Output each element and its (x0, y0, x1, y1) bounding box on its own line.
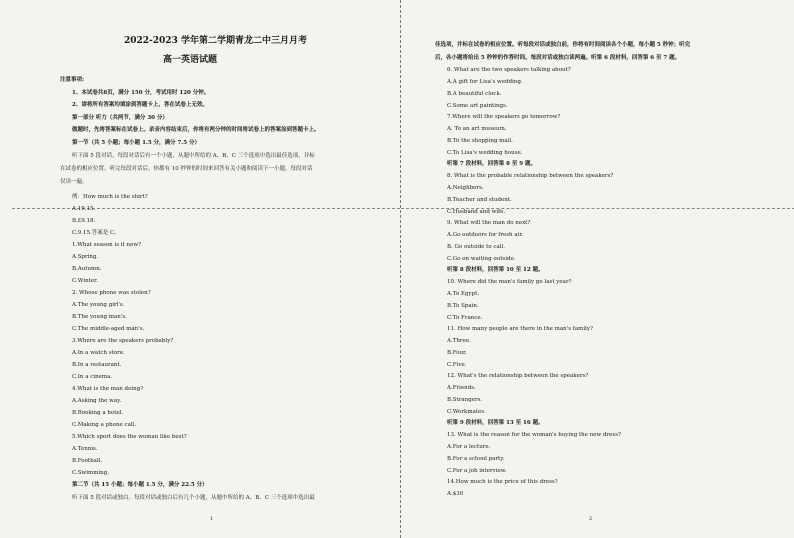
notice-item: 2、请将所有答案均填涂到答题卡上，答在试卷上无效。 (72, 102, 208, 108)
option: A.Tennis. (72, 446, 98, 452)
option: B. Go outside to call. (447, 244, 506, 250)
example-option: B.£9.18. (72, 218, 96, 224)
question: 6. What are the two speakers talking about? (447, 67, 571, 73)
section-intro: 听下面 5 段对话或独白。每段对话或独白后有几个小题，从题中所给的 A、B、C 三个选项中选出最 (72, 495, 315, 501)
option: A.Three. (447, 338, 471, 344)
example-question: 例：How much is the shirt? (72, 194, 148, 200)
option: C.Swimming. (72, 470, 109, 476)
option: C.Making a phone call. (72, 422, 137, 428)
section-intro: 佳选项，并标在试卷的相应位置。听每段对话或独白前，你将有时间阅读各个小题，每小题 5 秒钟；听完 (435, 42, 691, 48)
page-number: 2 (589, 516, 593, 522)
question: 5.Which sport does the woman like best? (72, 434, 187, 440)
option: B.For a school party. (447, 456, 505, 462)
option: B.A beautiful clock. (447, 91, 502, 97)
page-number: 1 (210, 516, 214, 522)
option: C.Some art paintings. (447, 103, 508, 109)
option: A.$30 (447, 491, 464, 497)
option: B.To Spain. (447, 303, 479, 309)
question: 7.Where will the speakers go tomorrow? (447, 114, 561, 120)
section-intro: 在试卷的相应位置。听完每段对话后，你都有 10 秒钟的时间来回答有关小题和阅读下一小题。每段对话 (60, 166, 313, 172)
question: 11. How many people are there in the man's family? (447, 326, 593, 332)
option: A.Asking the way. (72, 398, 122, 404)
option: B.Football. (72, 458, 103, 464)
part-heading: 第一部分 听力（共两节，满分 30 分） (72, 115, 168, 121)
question: 9. What will the man do next? (447, 220, 531, 226)
question: 12. What's the relationship between the speakers? (447, 373, 589, 379)
option: B.Strangers. (447, 397, 483, 403)
option: C.To Lisa's wedding house. (447, 150, 523, 156)
notice-item: 1、本试卷共8页，满分 150 分，考试用时 120 分钟。 (72, 90, 210, 96)
question: 2. Whose phone was stolen? (72, 290, 151, 296)
option: C.In a cinema. (72, 374, 113, 380)
option: C.Five. (447, 362, 467, 368)
question: 3.Where are the speakers probably? (72, 338, 174, 344)
section-intro: 后，各小题将给出 5 秒钟的作答时间。每段对话或独白读两遍。听第 6 段材料，回答第 6 至 7 题。 (435, 55, 681, 61)
option: B.In a restaurant. (72, 362, 122, 368)
option: A.Spring. (72, 254, 99, 260)
option: B.Teacher and student. (447, 197, 512, 203)
material-heading: 听第 7 段材料，回答第 8 至 9 题。 (447, 161, 536, 167)
option: B.Booking a hotel. (72, 410, 124, 416)
question: 14.How much is the price of this dress? (447, 479, 558, 485)
option: A.Friends. (447, 385, 476, 391)
option: A. To an art museum. (447, 126, 507, 132)
fold-line (12, 208, 400, 209)
exam-subtitle: 高一英语试题 (163, 55, 218, 65)
option: A.For a lecture. (447, 444, 491, 450)
question: 13. What is the reason for the woman's buying the new dress? (447, 432, 621, 438)
option: B.To the shopping mall. (447, 138, 513, 144)
option: C.Husband and wife. (447, 209, 506, 215)
part-intro: 做题时，先将答案标在试卷上。录音内容结束后，你将有两分钟的时间将试卷上的答案涂到答题卡上。 (72, 127, 320, 133)
option: C.The middle-aged man's. (72, 326, 145, 332)
option: A.A gift for Lisa's wedding. (447, 79, 523, 85)
section-heading: 第二节（共 15 小题；每小题 1.5 分，满分 22.5 分） (72, 482, 208, 488)
material-heading: 听第 9 段材料，回答第 13 至 16 题。 (447, 420, 544, 426)
option: C.Winter. (72, 278, 98, 284)
example-option: A.19.15. (72, 206, 96, 212)
notice-heading: 注意事项: (60, 77, 85, 83)
section-heading: 第一节（共 5 小题；每小题 1.5 分，满分 7.5 分） (72, 140, 200, 146)
option: A.Neighbors. (447, 185, 484, 191)
question: 10. Where did the man's family go last year? (447, 279, 572, 285)
option: C.For a job interview. (447, 468, 507, 474)
option: C.Go on waiting outside. (447, 256, 516, 262)
question: 4.What is the man doing? (72, 386, 144, 392)
option: A.Go outdoors for fresh air. (447, 232, 524, 238)
option: C.To France. (447, 315, 483, 321)
option: B.Four. (447, 350, 467, 356)
option: B.Autumn. (72, 266, 102, 272)
question: 1.What season is it now? (72, 242, 142, 248)
option: A.The young girl's. (72, 302, 125, 308)
question: 8. What is the probable relationship between the speakers? (447, 173, 614, 179)
option: A.To Egypt. (447, 291, 480, 297)
exam-title: 2022-2023 学年第二学期青龙二中三月月考 (124, 36, 307, 46)
example-option: C.9.15.答案是 C。 (72, 230, 120, 236)
option: A.In a watch store. (72, 350, 125, 356)
section-intro: 听下面 5 段对话。每段对话后有一个小题，从题中所给的 A、B、C 三个选项中选出最佳选项，并标 (72, 153, 315, 159)
section-intro: 仅读一遍。 (60, 179, 88, 185)
page-right (400, 0, 794, 538)
material-heading: 听第 8 段材料，回答第 10 至 12 题。 (447, 267, 544, 273)
option: C.Workmates. (447, 409, 486, 415)
option: B.The young man's. (72, 314, 127, 320)
